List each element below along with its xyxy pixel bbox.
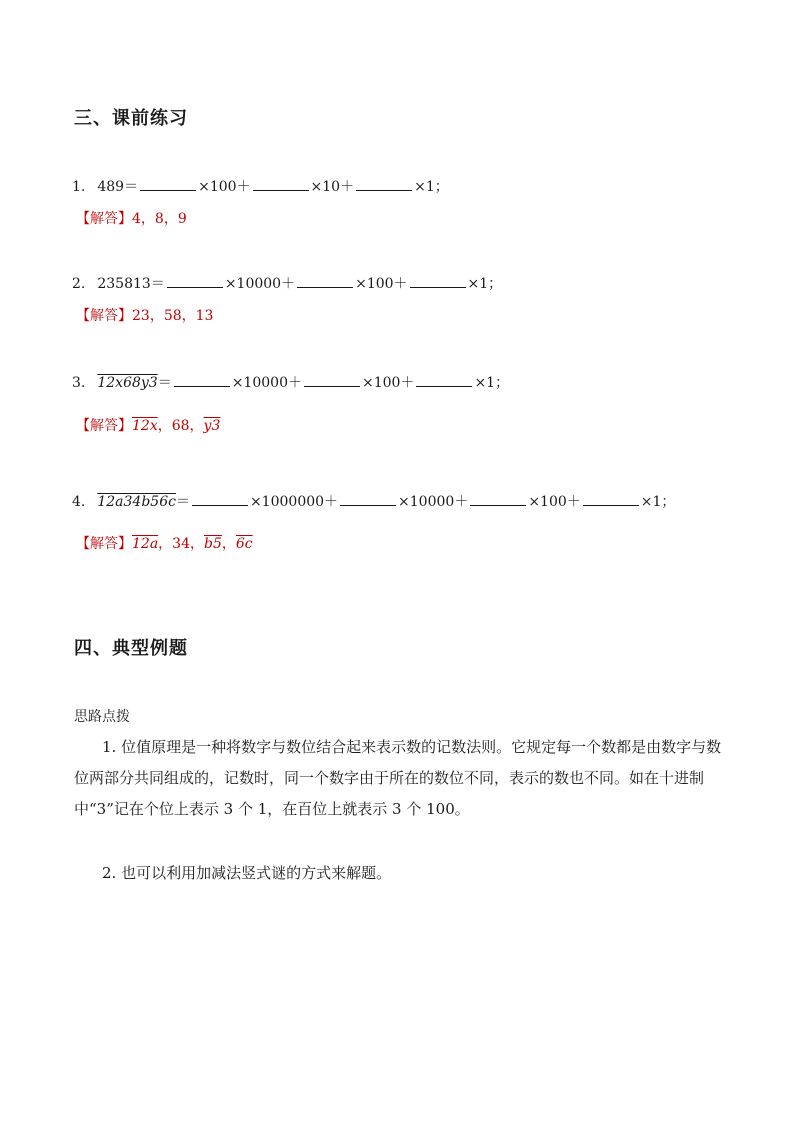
problem-number: 1. [72, 179, 86, 195]
paragraph-2: 2. 也可以利用加减法竖式谜的方式来解题。 [102, 864, 392, 882]
section-4-title: 四、典型例题 [74, 638, 188, 659]
answer-1 [76, 208, 187, 228]
answer-value: ，34， [158, 536, 204, 552]
term: ×1； [414, 179, 449, 195]
answer-blank [167, 273, 223, 288]
answer-3 [76, 415, 220, 435]
term: ×1000000＋ [249, 494, 339, 510]
paragraph-1: 1. 位值原理是一种将数字与数位结合起来表示数的记数法则。它规定每一个数都是由数字与数位两部分共同组成的，记数时，同一个数字由于所在的数位不同，表示的数也不同。如在十进制中“3”记在个位上表示 3 个 1，在百位上就表示 3 个 100。 [74, 738, 722, 818]
problem-4 [72, 491, 675, 511]
problem-number: 4. [72, 494, 86, 510]
term: ×100＋ [528, 494, 581, 510]
overlined-number: 12x68y3 [97, 375, 158, 391]
answer-2 [76, 305, 213, 325]
term: ×100＋ [361, 375, 415, 391]
answer-value: ，68， [157, 418, 204, 434]
term: ×10000＋ [231, 375, 302, 391]
term: ×100＋ [198, 179, 251, 195]
term: ×1； [467, 276, 503, 292]
problem-number: 3. [72, 375, 86, 391]
problem-number: 2. [72, 276, 86, 292]
term: ×10000＋ [224, 276, 296, 292]
answer-blank [304, 372, 360, 387]
hint-subtitle: 思路点拨 [74, 709, 130, 725]
answer-blank [410, 273, 466, 288]
answer-label: 【解答】 [76, 308, 132, 324]
term: ×10＋ [310, 179, 355, 195]
problem-lhs: 489＝ [97, 179, 139, 195]
answer-label: 【解答】 [76, 418, 132, 434]
problem-1 [72, 176, 449, 196]
answer-value: 23，58，13 [132, 308, 214, 324]
equals-sign: ＝ [157, 375, 172, 391]
answer-overlined: 12x [132, 418, 158, 434]
answer-overlined: 6c [235, 536, 253, 552]
answer-blank [340, 491, 396, 506]
problem-3 [72, 372, 509, 392]
answer-blank [470, 491, 526, 506]
answer-value: ， [221, 536, 236, 552]
answer-label: 【解答】 [76, 536, 132, 552]
term: ×1； [474, 375, 510, 391]
problem-lhs: 235813＝ [97, 276, 165, 292]
term: ×1； [640, 494, 676, 510]
answer-blank [356, 176, 412, 191]
answer-blank [253, 176, 309, 191]
term: ×100＋ [355, 276, 408, 292]
answer-overlined: 12a [132, 536, 159, 552]
section-3-title: 三、课前练习 [74, 108, 188, 129]
overlined-number: 12a34b56c [97, 494, 176, 510]
answer-blank [297, 273, 353, 288]
answer-label: 【解答】 [76, 211, 132, 227]
answer-blank [140, 176, 196, 191]
answer-4 [76, 533, 253, 553]
problem-2 [72, 273, 502, 293]
answer-blank [192, 491, 248, 506]
answer-value: 4，8，9 [132, 211, 187, 227]
equals-sign: ＝ [175, 494, 190, 510]
answer-overlined: b5 [204, 536, 222, 552]
term: ×10000＋ [398, 494, 469, 510]
answer-blank [416, 372, 472, 387]
answer-blank [583, 491, 639, 506]
answer-blank [174, 372, 230, 387]
answer-overlined: y3 [203, 418, 221, 434]
